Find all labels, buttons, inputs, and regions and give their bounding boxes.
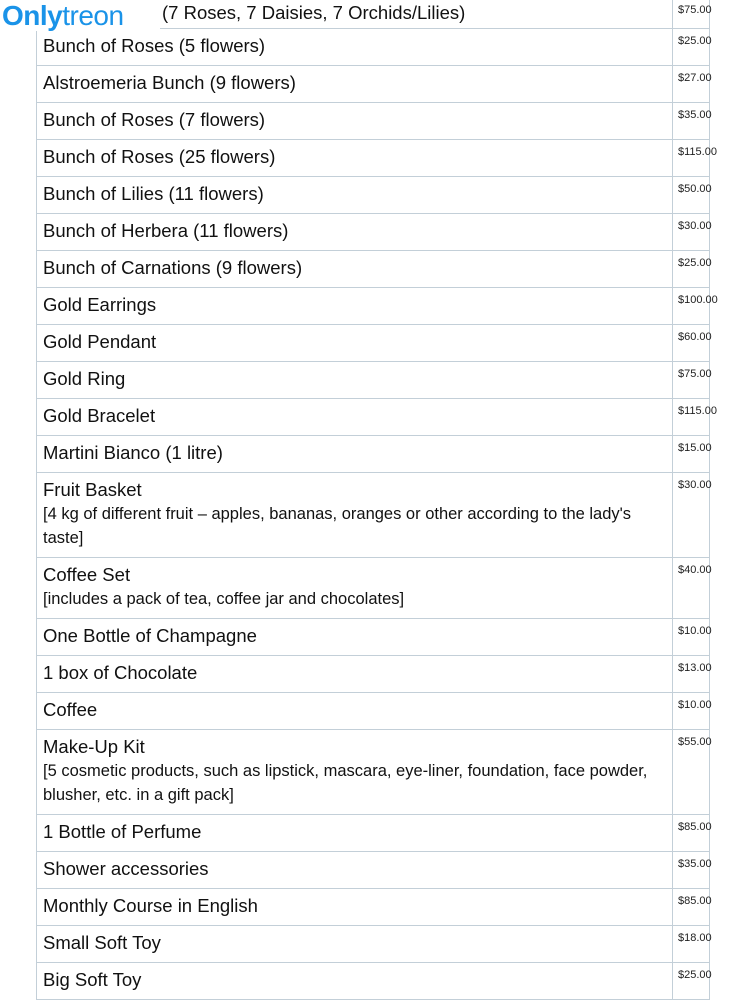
item-price: $18.00 [673, 926, 710, 963]
table-row [37, 362, 709, 399]
item-name: Bunch of Herbera (11 flowers) [43, 220, 289, 241]
watermark-part1: Only [2, 0, 63, 31]
item-name: Big Soft Toy [43, 969, 142, 990]
table-row [37, 815, 709, 852]
item-price: $115.00 [673, 140, 710, 177]
item-price: $25.00 [673, 963, 710, 1000]
item-cell [37, 693, 673, 730]
item-description: [4 kg of different fruit – apples, bananas, oranges or other according to the lady's taste] [43, 505, 632, 547]
item-name: Gold Pendant [43, 331, 157, 352]
table-row [37, 558, 709, 619]
table-row [37, 926, 709, 963]
item-cell [37, 558, 673, 619]
item-cell [37, 29, 673, 66]
table-row [37, 889, 709, 926]
table-row [37, 103, 709, 140]
item-name: Martini Bianco (1 litre) [43, 442, 223, 463]
table-row [37, 730, 709, 815]
item-name: Monthly Course in English [43, 895, 258, 916]
item-cell [37, 362, 673, 399]
item-cell [37, 963, 673, 1000]
item-description: [5 cosmetic products, such as lipstick, mascara, eye-liner, foundation, face powder, blusher, etc. in a gift pack] [43, 762, 648, 804]
item-price: $15.00 [673, 436, 710, 473]
item-name: One Bottle of Champagne [43, 625, 257, 646]
item-name: 1 box of Chocolate [43, 662, 198, 683]
item-name: (7 Roses, 7 Daisies, 7 Orchids/Lilies) [162, 2, 466, 23]
item-price: $50.00 [673, 177, 710, 214]
item-name: Gold Earrings [43, 294, 157, 315]
price-table [37, 0, 718, 1000]
item-price: $85.00 [673, 889, 710, 926]
item-cell [37, 889, 673, 926]
item-name: Bunch of Lilies (11 flowers) [43, 183, 264, 204]
table-row [37, 140, 709, 177]
table-row [37, 619, 709, 656]
watermark-logo [2, 0, 160, 31]
item-price: $30.00 [673, 473, 710, 558]
item-price: $40.00 [673, 558, 710, 619]
item-cell [37, 473, 673, 558]
item-cell [37, 399, 673, 436]
table-row [37, 693, 709, 730]
item-name: 1 Bottle of Perfume [43, 821, 202, 842]
item-cell [37, 815, 673, 852]
item-cell [37, 66, 673, 103]
table-row [37, 214, 709, 251]
item-price: $35.00 [673, 103, 710, 140]
item-cell [37, 103, 673, 140]
item-price: $115.00 [673, 399, 710, 436]
item-cell [37, 288, 673, 325]
item-name: Gold Ring [43, 368, 126, 389]
item-description: [includes a pack of tea, coffee jar and chocolates] [43, 590, 405, 608]
item-cell [37, 177, 673, 214]
table-row [37, 656, 709, 693]
watermark-part2: treon [62, 0, 124, 31]
item-price: $30.00 [673, 214, 710, 251]
item-cell [37, 852, 673, 889]
table-row [37, 436, 709, 473]
table-row [37, 177, 709, 214]
item-price: $25.00 [673, 251, 710, 288]
item-cell [37, 140, 673, 177]
item-cell [37, 251, 673, 288]
item-cell [37, 214, 673, 251]
item-name: Coffee Set [43, 564, 131, 585]
table-row [37, 29, 709, 66]
item-price: $13.00 [673, 656, 710, 693]
table-row [37, 963, 709, 1000]
item-price: $85.00 [673, 815, 710, 852]
item-price: $100.00 [673, 288, 710, 325]
item-name: Shower accessories [43, 858, 209, 879]
item-cell [37, 656, 673, 693]
item-name: Small Soft Toy [43, 932, 161, 953]
table-row [37, 66, 709, 103]
table-row [37, 399, 709, 436]
item-name: Bunch of Roses (5 flowers) [43, 35, 266, 56]
item-name: Bunch of Roses (25 flowers) [43, 146, 276, 167]
table-row [37, 288, 709, 325]
item-price: $10.00 [673, 693, 710, 730]
item-cell [37, 436, 673, 473]
table-row [37, 251, 709, 288]
item-cell [37, 325, 673, 362]
price-list [36, 0, 718, 1000]
item-price: $75.00 [673, 0, 710, 29]
item-cell [37, 619, 673, 656]
item-price: $10.00 [673, 619, 710, 656]
table-row [37, 473, 709, 558]
item-price: $27.00 [673, 66, 710, 103]
item-price: $35.00 [673, 852, 710, 889]
item-name: Fruit Basket [43, 479, 142, 500]
item-name: Alstroemeria Bunch (9 flowers) [43, 72, 296, 93]
item-price: $60.00 [673, 325, 710, 362]
item-cell [37, 730, 673, 815]
item-name: Make-Up Kit [43, 736, 145, 757]
item-price: $55.00 [673, 730, 710, 815]
table-row [37, 852, 709, 889]
item-name: Gold Bracelet [43, 405, 156, 426]
item-name: Bunch of Carnations (9 flowers) [43, 257, 303, 278]
item-cell [37, 926, 673, 963]
item-price: $75.00 [673, 362, 710, 399]
table-row [37, 325, 709, 362]
item-name: Bunch of Roses (7 flowers) [43, 109, 266, 130]
item-price: $25.00 [673, 29, 710, 66]
item-name: Coffee [43, 699, 98, 720]
